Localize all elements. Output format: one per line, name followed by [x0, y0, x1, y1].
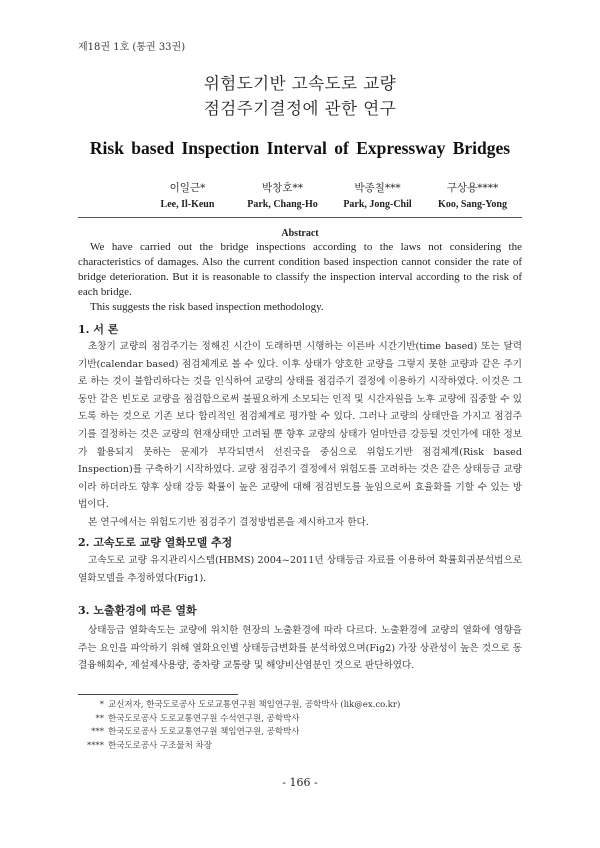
section-body-introduction — [78, 338, 522, 532]
footnote-mark: * — [99, 700, 104, 710]
author-2 — [235, 180, 330, 210]
footnote — [82, 699, 522, 713]
author-name-ko: 구상용**** — [446, 182, 499, 194]
footnote — [82, 713, 522, 727]
section-body-exposure-environment — [78, 622, 522, 675]
author-name-en: Park, Jong-Chil — [343, 199, 412, 210]
footnote-mark: ** — [95, 713, 104, 724]
footnote-mark: *** — [91, 727, 104, 738]
author-name-ko: 박창호** — [262, 182, 303, 194]
section-body-deterioration-model — [78, 552, 522, 587]
section-heading-deterioration-model: 2. 고속도로 교량 열화모델 추정 — [78, 536, 233, 549]
abstract-heading: Abstract — [281, 228, 319, 239]
footnotes — [82, 699, 522, 753]
page-number: - 166 - — [282, 776, 318, 789]
divider-rule — [78, 217, 522, 218]
korean-title-line-1: 위험도기반 고속도로 교량 — [203, 74, 397, 93]
section-heading-exposure-environment: 3. 노출환경에 따른 열화 — [78, 604, 197, 617]
footnote-rule — [78, 694, 238, 695]
footnote-text: 한국도로공사 구조물처 차장 — [108, 740, 212, 751]
author-3 — [330, 180, 425, 210]
korean-title-line-2: 점검주기결정에 관한 연구 — [203, 99, 397, 118]
author-1 — [140, 180, 235, 210]
section-heading-introduction: 1. 서 론 — [78, 323, 119, 336]
body-paragraph: 고속도로 교량 유지관리시스템(HBMS) 2004~2011년 상태등급 자료를 이용하여 확률회귀분석법으로 열화모델을 추정하였다(Fig1). — [78, 555, 522, 584]
abstract-body — [78, 240, 522, 315]
author-name-ko: 박종칠*** — [354, 182, 401, 194]
author-name-en: Park, Chang-Ho — [247, 199, 318, 210]
journal-volume-header: 제18권 1호 (통권 33권) — [78, 42, 186, 53]
footnote-text: 교신저자, 한국도로공사 도로교통연구원 책임연구원, 공학박사 (lik@ex.co.kr) — [108, 700, 401, 710]
body-paragraph: 초창기 교량의 점검주기는 정해진 시간이 도래하면 시행하는 이른바 시간기반(time based) 또는 달력기반(calendar based) 점검체계로 볼 수 있다. 이후 상태가 양호한 교량을 그렇지 못한 교량과 같은 주기로 하는 것이 불합리하다는 것을 인식하여 교량의 상태를 점검주기 결정에 이용하기 시작하였다. 이것은 그동안 같은 빈도로 교량을 점검함으로써 불필요하게 소모되는 인적 및 시간자원을 노후 교량에 집중할 수 있도록 하는 것으로 기존 보다 합리적인 점검체계로 평가할 수 있다. 그러나 교량의 상태만을 가지고 점검주기를 결정하는 것은 교량의 현재상태만 고려될 뿐 향후 교량의 상태가 얼마만큼 강등될 것인가에 대한 정보가 활용되지 못하는 문제가 부각되면서 선진국을 중심으로 위험도기반 점검체계(Risk based Inspection)를 구축하기 시작하였다. 교량 점검주기 결정에서 위험도를 고려하는 것은 같은 상태등급 교량이라 하더라도 향후 상태 강등 확률이 높은 교량에 대해 점검빈도를 높임으로써 효율화를 기할 수 있는 방법이다. — [78, 341, 522, 511]
author-name-en: Lee, Il-Keun — [160, 199, 215, 210]
footnote-text: 한국도로공사 도로교통연구원 책임연구원, 공학박사 — [108, 727, 300, 738]
author-4 — [425, 180, 520, 210]
footnote — [82, 726, 522, 740]
english-title: Risk based Inspection Interval of Expressway Bridges — [89, 138, 511, 158]
footnote-text: 한국도로공사 도로교통연구원 수석연구원, 공학박사 — [108, 713, 300, 724]
author-name-ko: 이일근* — [169, 182, 206, 194]
abstract-paragraph: We have carried out the bridge inspections according to the laws not considering the characteristics of damages. Also the current condition based inspection cannot consider the rate of bridge deterioration. But it is reasonable to classify the inspection interval according to the risk of each bridge. — [78, 241, 522, 298]
body-paragraph: 본 연구에서는 위험도기반 점검주기 결정방법론을 제시하고자 한다. — [88, 516, 369, 528]
abstract-paragraph: This suggests the risk based inspection methodology. — [90, 301, 324, 313]
author-name-en: Koo, Sang-Yong — [438, 199, 507, 210]
footnote — [82, 740, 522, 754]
footnote-mark: **** — [87, 740, 104, 751]
body-paragraph: 상태등급 열화속도는 교량에 위치한 현장의 노출환경에 따라 다르다. 노출환경에 교량의 열화에 영향을 주는 요인을 파악하기 위해 열화요인별 상태등급변화를 분석하였으며(Fig2) 가장 상관성이 높은 것으로 동결융해회수, 제설제사용량, 중차량 교통량 및 해양비산염분인 것으로 판단하였다. — [78, 625, 522, 672]
